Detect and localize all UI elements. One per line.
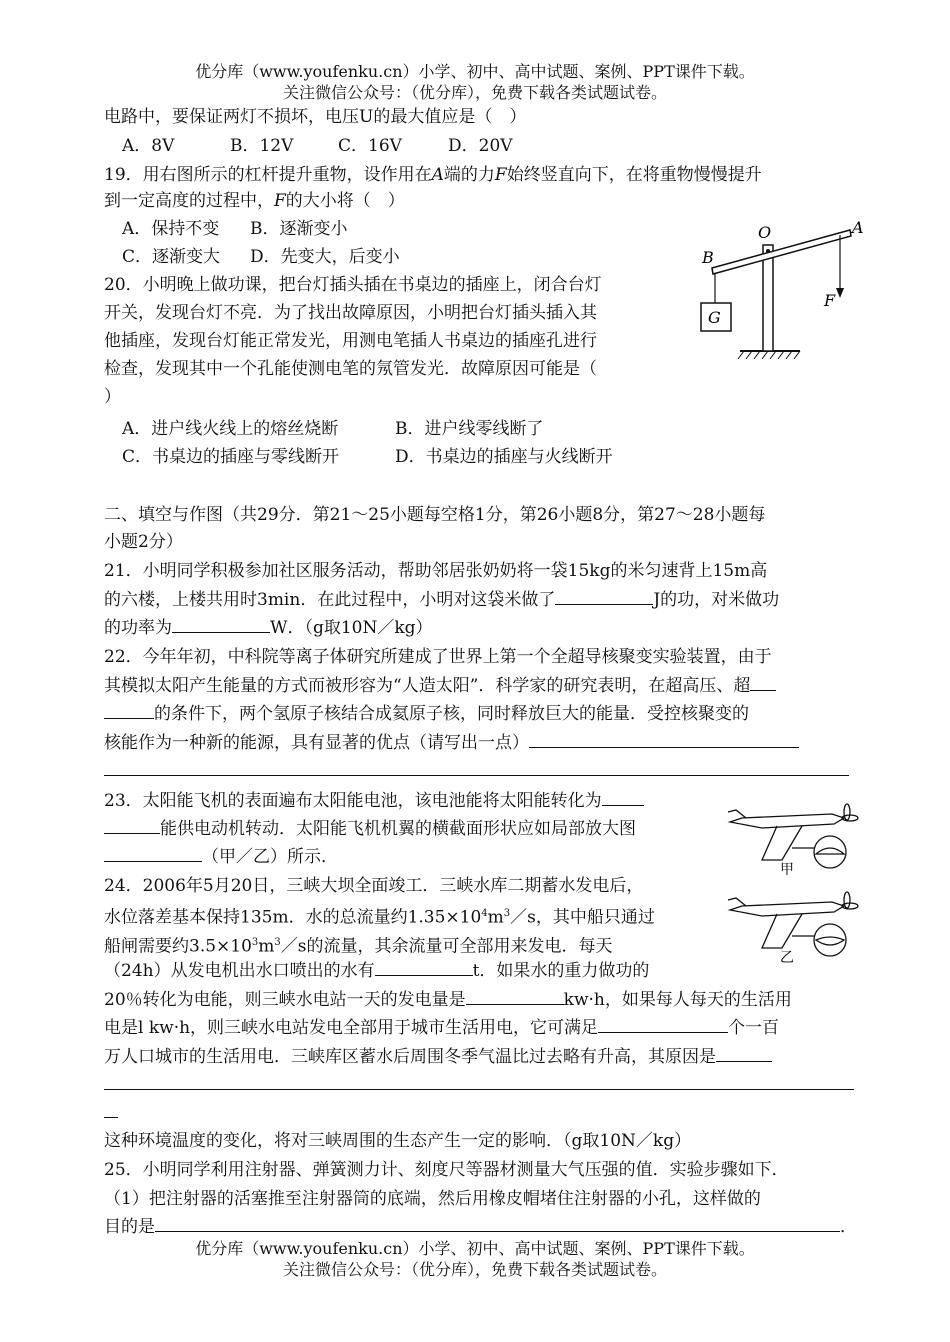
q22-line2: 其模拟太阳产生能量的方式而被形容为“人造太阳”．科学家的研究表明，在超高压、超 [104, 675, 776, 697]
q20-option-b: B．进户线零线断了 [395, 419, 544, 439]
q19-var-a: A [431, 165, 444, 185]
q24-blank-electricity[interactable] [466, 990, 564, 1005]
page-header-line1: 优分库（www.youfenku.cn）小学、初中、高中试题、案例、PPT课件下载。 [195, 62, 755, 81]
page-footer-line1: 优分库（www.youfenku.cn）小学、初中、高中试题、案例、PPT课件下载。 [195, 1239, 755, 1258]
q20-option-d: D．书桌边的插座与火线断开 [395, 447, 613, 467]
q22-blank-condition-a[interactable] [750, 676, 776, 691]
q22-line5 [104, 760, 849, 782]
q24-line9: 这种环境温度的变化，将对三峡周围的生态产生一定的影响．（g取10N／kg） [104, 1131, 692, 1151]
q23-line3: （甲／乙）所示． [104, 846, 338, 868]
q24-line1: 24．2006年5月20日，三峡大坝全面竣工．三峡水库二期蓄水发电后， [104, 876, 644, 896]
q18-stem: 电路中，要保证两灯不损坏，电压U的最大值应是（ ） [104, 107, 527, 127]
q24-blank-water-mass[interactable] [375, 961, 473, 976]
q23-line2: 能供电动机转动．太阳能飞机机翼的横截面形状应如局部放大图 [104, 818, 636, 840]
q20-line2: 开关，发现台灯不亮．为了找出故障原因，小明把台灯插头插入其 [104, 303, 597, 323]
q20-line1: 20．小明晚上做功课，把台灯插头插在书桌边的插座上，闭合台灯 [104, 275, 602, 295]
solar-plane-figure [722, 800, 862, 980]
q18-option-c: C．16V [338, 136, 402, 156]
q20-line5: ） [104, 387, 121, 407]
q20-line4: 检查，发现其中一个孔能使测电笔的氖管发光．故障原因可能是（ [104, 359, 597, 379]
q24-line8 [104, 1074, 854, 1096]
q23-blank-energy-a[interactable] [602, 791, 644, 806]
q24-line2: 水位落差基本保持135m．水的总流量约$1.35\times 10^4m^3/s$，其中船只通过 [104, 907, 655, 928]
lever-label-f: F [824, 291, 836, 310]
q19-var-f: F [494, 165, 507, 185]
q19-option-b: B．逐渐变小 [250, 219, 348, 239]
q19-option-a: A．保持不变 [122, 219, 220, 239]
q21-blank-work[interactable] [555, 590, 653, 605]
q24-blank-reason-b[interactable] [104, 1075, 854, 1090]
q18-option-b: B．12V [230, 136, 294, 156]
q18-option-a: A．8V [122, 136, 175, 156]
q19-line2: 到一定高度的过程中，F的大小将（ ） [104, 191, 405, 211]
section2-heading-line2: 小题2分） [104, 532, 183, 552]
q22-line4: 核能作为一种新的能源，具有显著的优点（请写出一点） [104, 732, 799, 754]
lever-label-o: O [758, 223, 772, 242]
lever-label-g: G [708, 308, 721, 327]
q24-line8b [104, 1102, 118, 1124]
lever-label-b: B [702, 248, 714, 267]
q22-blank-advantage-a[interactable] [529, 733, 799, 748]
q25-line3: 目的是 ． [104, 1217, 857, 1237]
q19-line1: 19．用右图所示的杠杆提升重物，设作用在A端的力F始终竖直向下，在将重物慢慢提升 [104, 165, 762, 185]
q24-line5: 20％转化为电能，则三峡水电站一天的发电量是 kw·h，如果每人每天的生活用 [104, 990, 792, 1010]
q25-line1: 25．小明同学利用注射器、弹簧测力计、刻度尺等器材测量大气压强的值．实验步骤如下． [104, 1160, 789, 1180]
q22-line1: 22．今年年初，中科院等离子体研究所建成了世界上第一个全超导核聚变实验装置，由于 [104, 647, 772, 667]
q24-blank-cities[interactable] [598, 1018, 728, 1033]
lever-figure [690, 218, 870, 363]
q23-line1: 23．太阳能飞机的表面遍布太阳能电池，该电池能将太阳能转化为 [104, 790, 644, 812]
q18-option-d: D．20V [448, 136, 513, 156]
q21-line3: 的功率为 W．（g取10N／kg） [104, 618, 433, 638]
plane-label-yi: 乙 [780, 950, 794, 966]
lever-label-a: A [852, 218, 864, 237]
page-footer-line2: 关注微信公众号：（优分库），免费下载各类试题试卷。 [282, 1260, 667, 1279]
q20-option-c: C．书桌边的插座与零线断开 [122, 447, 340, 467]
page-header-line2: 关注微信公众号：（优分库），免费下载各类试题试卷。 [282, 83, 667, 102]
q24-line7: 万人口城市的生活用电．三峡库区蓄水后周围冬季气温比过去略有升高，其原因是 [104, 1046, 772, 1068]
q20-line3: 他插座，发现台灯能正常发光，用测电笔插人书桌边的插座孔进行 [104, 331, 597, 351]
q23-blank-wing[interactable] [104, 847, 202, 862]
q25-line2: （1）把注射器的活塞推至注射器筒的底端，然后用橡皮帽堵住注射器的小孔，这样做的 [104, 1189, 761, 1209]
q22-line3: 的条件下，两个氢原子核结合成氦原子核，同时释放巨大的能量．受控核聚变的 [104, 703, 749, 725]
plane-label-jia: 甲 [780, 862, 794, 878]
q21-line1: 21．小明同学积极参加社区服务活动，帮助邻居张奶奶将一袋15kg的米匀速背上15m高 [104, 561, 768, 581]
q21-line2: 的六楼，上楼共用时3min．在此过程中，小明对这袋米做了 J的功，对米做功 [104, 590, 780, 610]
q22-blank-advantage-b[interactable] [104, 761, 849, 776]
q19-option-c: C．逐渐变大 [122, 247, 221, 267]
q23-blank-energy-b[interactable] [104, 819, 160, 834]
q25-blank-purpose[interactable] [155, 1217, 840, 1232]
q24-line3: 船闸需要约$3.5\times 10^3m^3/s$的流量，其余流量可全部用来发电．每天 [104, 936, 613, 957]
q21-blank-power[interactable] [172, 618, 270, 633]
q24-line6: 电是l kw·h，则三峡水电站发电全部用于城市生活用电，它可满足 个一百 [104, 1018, 780, 1038]
q24-blank-reason-c[interactable] [104, 1103, 118, 1118]
q24-line4: （24h）从发电机出水口喷出的水有 t．如果水的重力做功的 [104, 961, 650, 981]
q20-option-a: A．进户线火线上的熔丝烧断 [122, 419, 339, 439]
q19-option-d: D．先变大，后变小 [250, 247, 400, 267]
q24-blank-reason-a[interactable] [716, 1047, 772, 1062]
section2-heading-line1: 二、填空与作图（共29分．第21～25小题每空格1分，第26小题8分，第27～28小题每 [104, 505, 766, 525]
q22-blank-condition-b[interactable] [104, 704, 154, 719]
